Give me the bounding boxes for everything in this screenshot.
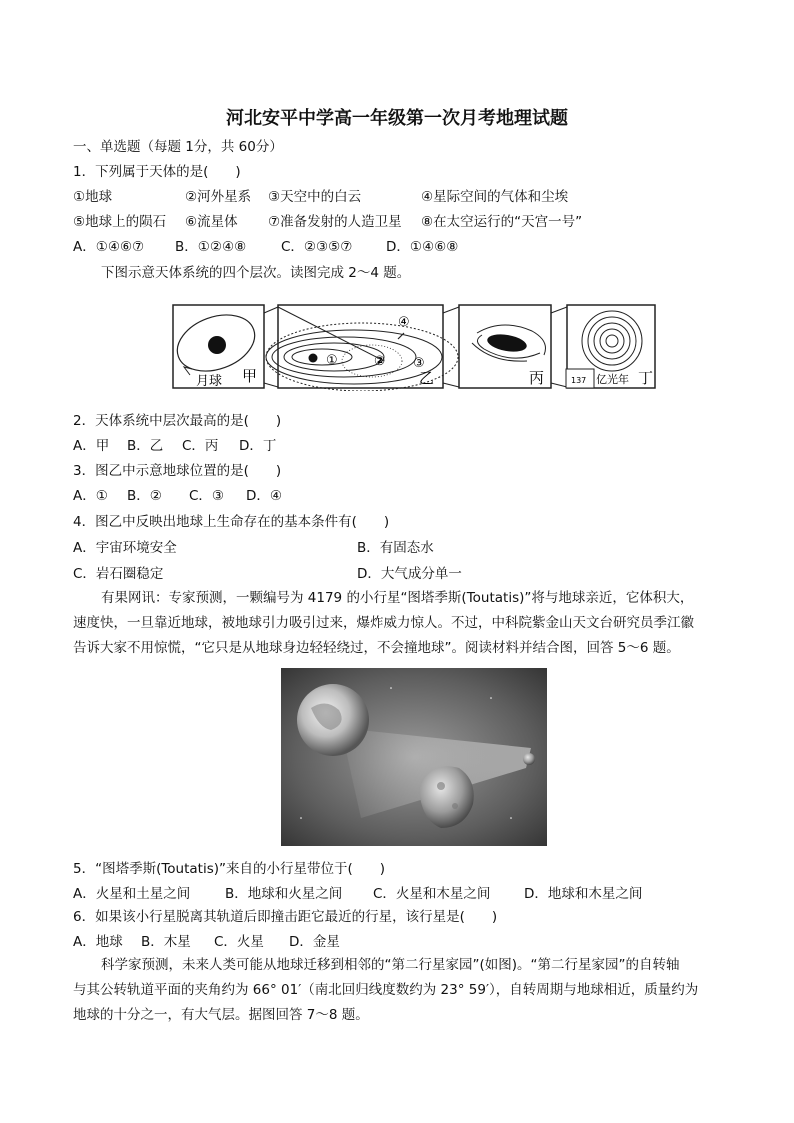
material-line: 有果网讯：专家预测，一颗编号为 4179 的小行星“图塔季斯(Toutatis)”将与地球亲近，它体积大， [101,590,694,606]
q4-option-d: D．大气成分单一 [357,566,462,582]
q2-stem: 2．天体系统中层次最高的是( ) [73,413,282,429]
fig-label-2: ② [374,354,386,369]
q6-stem: 6．如果该小行星脱离其轨道后即撞击距它最近的行星，该行星是( ) [73,909,498,925]
q4-option-b: B．有固态水 [357,540,434,556]
q1-item: ③天空中的白云 [268,189,362,205]
q5-stem: 5．“图塔季斯(Toutatis)”来自的小行星带位于( ) [73,861,386,877]
q5-option-a: A．火星和土星之间 [73,886,191,902]
fig-label-ding: 丁 [638,369,654,387]
q1-option-b: B．①②④⑧ [175,239,247,255]
fig-label-1: ① [326,353,338,368]
q1-option-d: D．①④⑥⑧ [386,239,459,255]
material-7-8 [73,953,723,1028]
q1-item: ④星际空间的气体和尘埃 [421,189,569,205]
q3-option-b: B．② [127,488,162,504]
q1-item: ⑥流星体 [185,214,238,230]
material-line: 地球的十分之一，有大气层。据图回答 7～8 题。 [73,1007,369,1023]
material-5-6 [73,586,723,661]
q6-option-a: A．地球 [73,934,123,950]
q4-option-a: A．宇宙环境安全 [73,540,177,556]
fig-label-jia: 甲 [242,367,258,385]
q1-item: ①地球 [73,189,113,205]
material-line: 告诉大家不用惊慌，“它只是从地球身边轻轻绕过，不会撞地球”。阅读材料并结合图，回答 5～6 题。 [73,640,680,656]
page-title: 河北安平中学高一年级第一次月考地理试题 [226,108,568,129]
fig-scale-number: 137 [571,376,587,385]
material-line: 科学家预测，未来人类可能从地球迁移到相邻的“第二行星家园”(如图)。“第二行星家园”的自转轴 [101,957,680,973]
fig-scale-unit: 亿光年 [596,373,629,386]
q1-item: ②河外星系 [185,189,252,205]
celestial-systems-figure [172,303,656,391]
q5-option-c: C．火星和木星之间 [373,886,491,902]
q2-option-a: A．甲 [73,438,110,454]
asteroid-earth-image [281,668,547,846]
section-heading: 一、单选题（每题 1分，共 60分） [73,139,283,155]
q1-stem: 1．下列属于天体的是( ) [73,164,241,180]
q1-item: ⑤地球上的陨石 [73,214,167,230]
q1-item: ⑦准备发射的人造卫星 [268,214,402,230]
q1-item: ⑧在太空运行的“天宫一号” [421,214,583,230]
q6-option-c: C．火星 [214,934,264,950]
q5-option-d: D．地球和木星之间 [524,886,643,902]
material-line: 速度快，一旦靠近地球，被地球引力吸引过来，爆炸威力惊人。不过，中科院紫金山天文台研究员季江徽 [73,615,694,631]
q3-option-d: D．④ [246,488,282,504]
q4-stem: 4．图乙中反映出地球上生命存在的基本条件有( ) [73,514,390,530]
q5-option-b: B．地球和火星之间 [225,886,343,902]
q1-option-c: C．②③⑤⑦ [281,239,353,255]
q6-option-d: D．金星 [289,934,340,950]
material-line: 与其公转轨道平面的夹角约为 66° 01′（南北回归线度数约为 23° 59′），自转周期与地球相近，质量约为 [73,982,699,998]
fig-label-3: ③ [413,356,425,371]
fig-label-yi: 乙 [419,369,435,387]
q2-option-c: C．丙 [182,438,219,454]
fig-label-bing: 丙 [529,369,545,387]
q3-stem: 3．图乙中示意地球位置的是( ) [73,463,282,479]
q1-option-a: A．①④⑥⑦ [73,239,145,255]
q4-option-c: C．岩石圈稳定 [73,566,164,582]
q2-option-d: D．丁 [239,438,277,454]
q3-option-a: A．① [73,488,108,504]
intro-2-4: 下图示意天体系统的四个层次。读图完成 2～4 题。 [101,265,411,281]
fig-label-4: ④ [398,315,410,330]
fig-label-moon: 月球 [196,374,223,389]
q3-option-c: C．③ [189,488,225,504]
q6-option-b: B．木星 [141,934,191,950]
q2-option-b: B．乙 [127,438,164,454]
